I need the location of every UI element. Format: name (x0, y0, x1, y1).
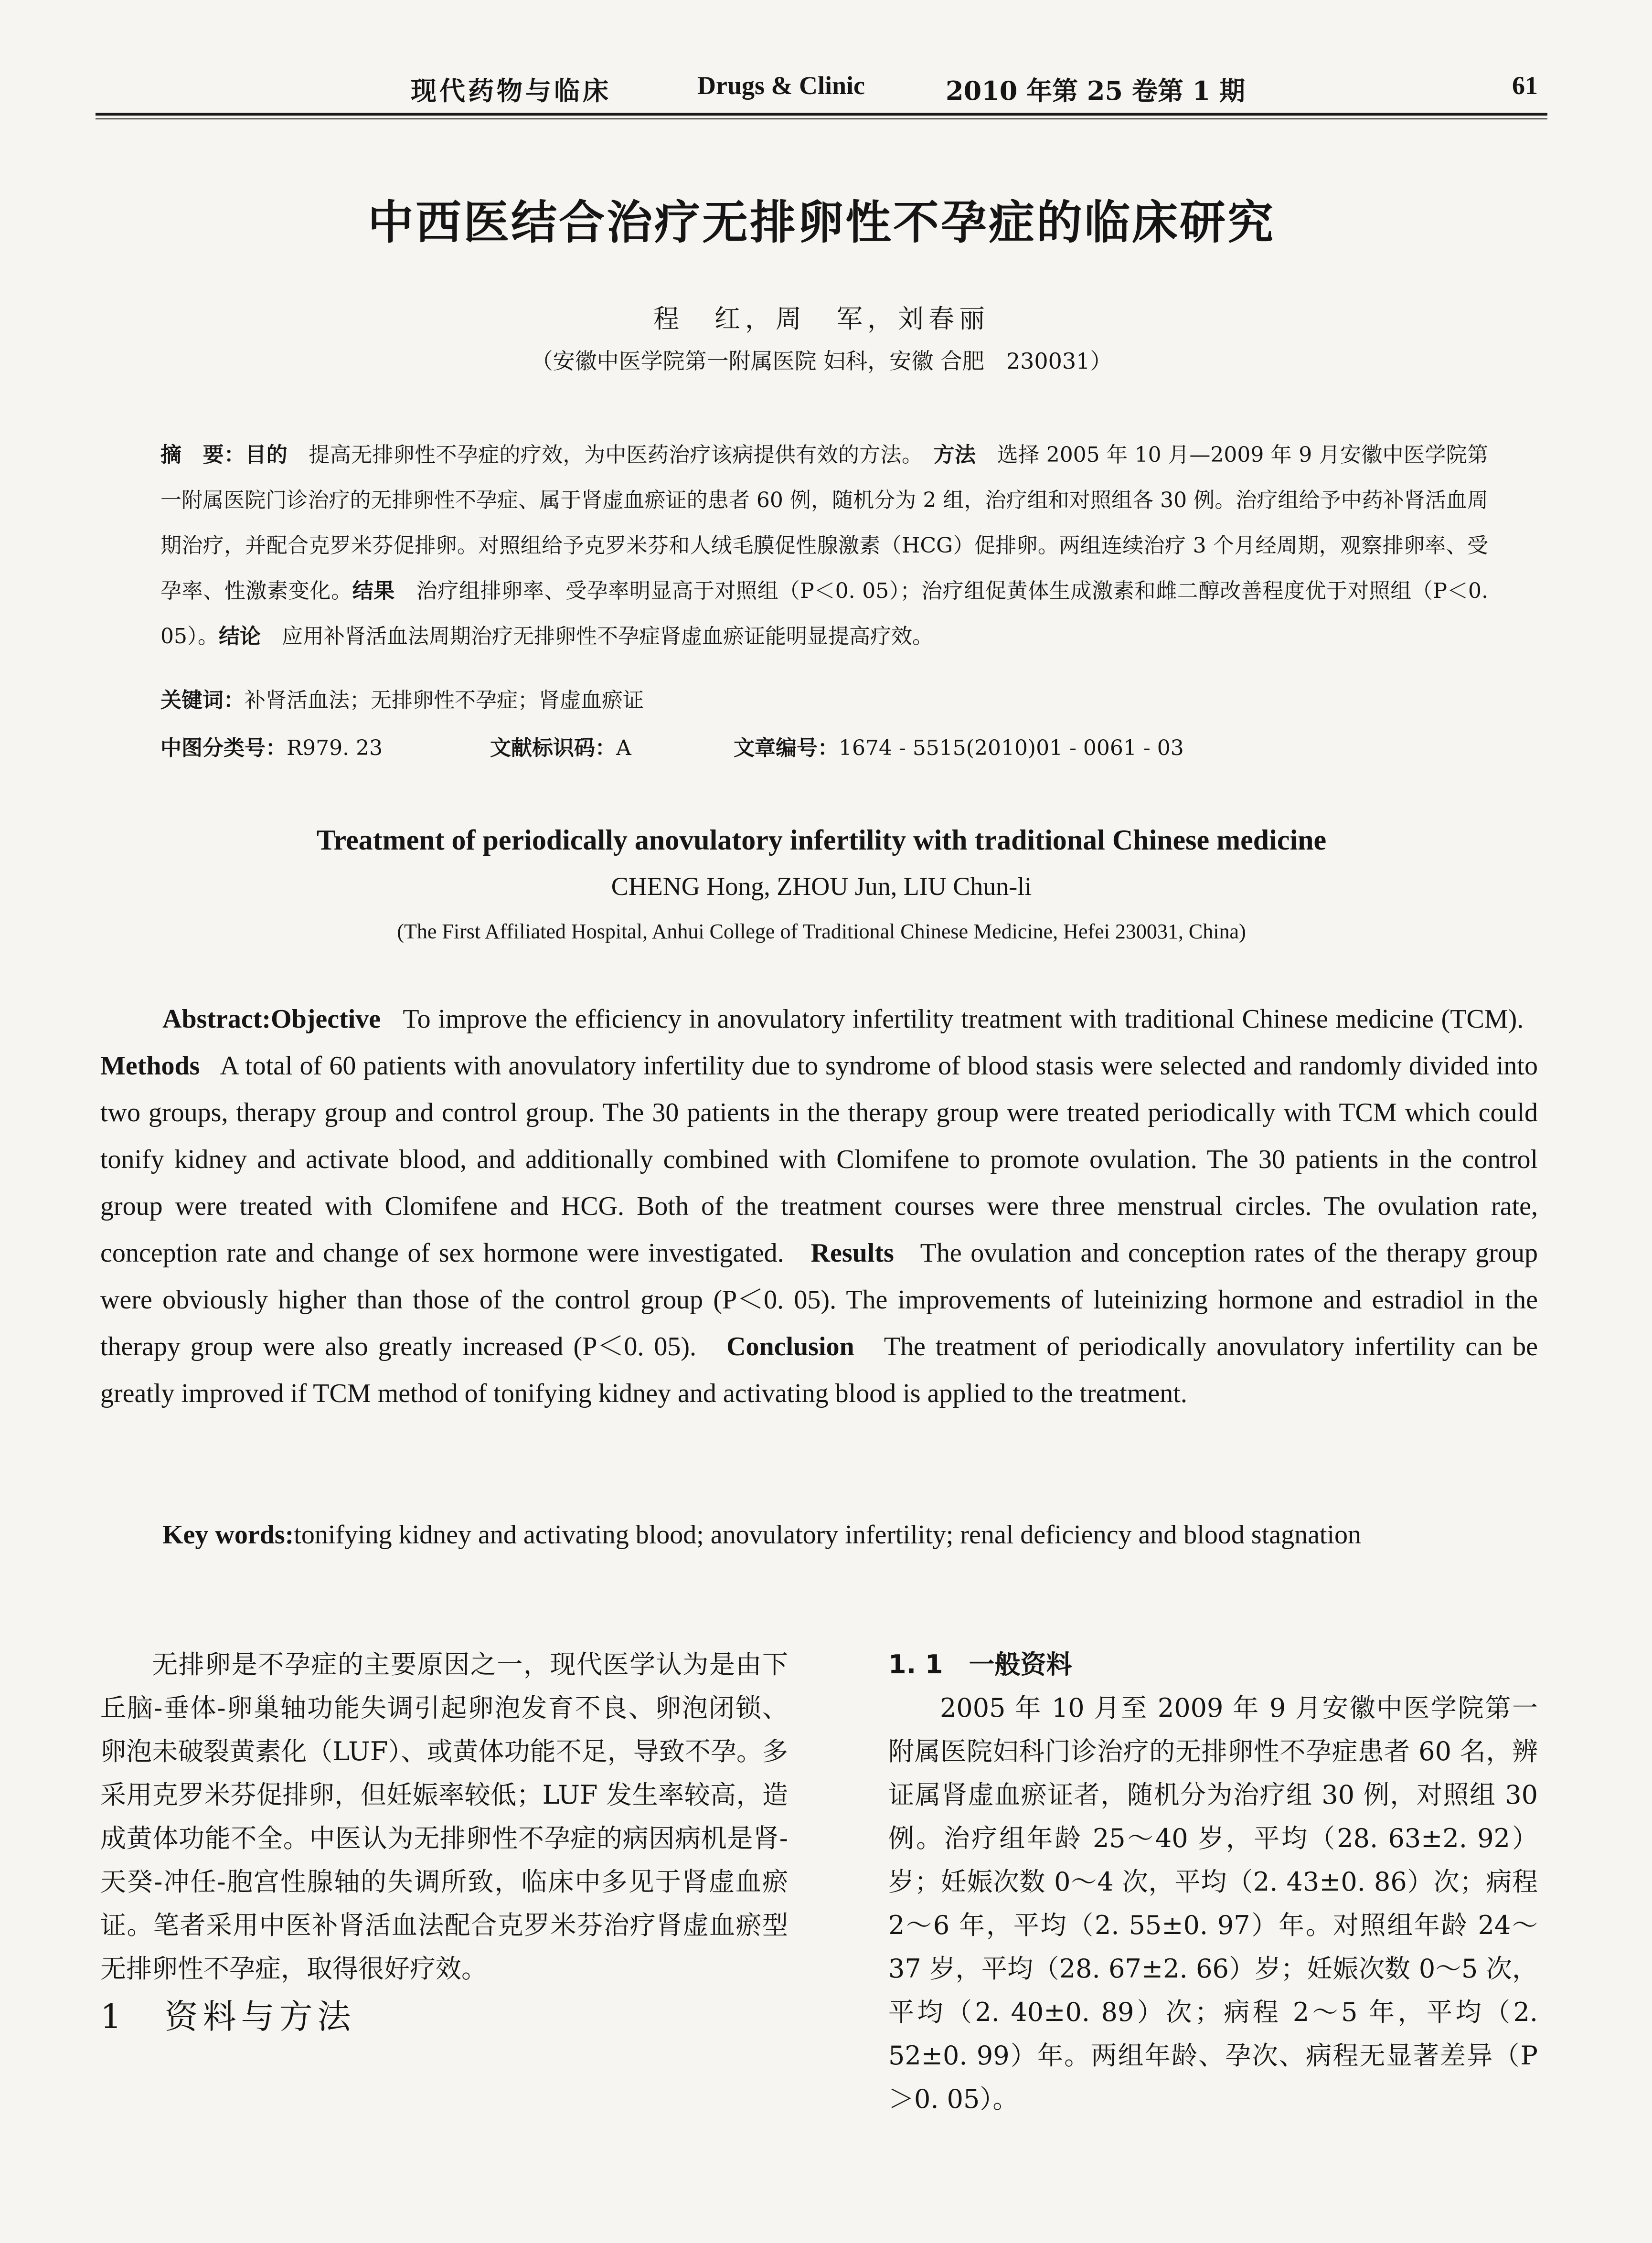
abstract-cn-objective: 提高无排卵性不孕症的疗效，为中医药治疗该病提供有效的方法。 (309, 443, 913, 467)
keywords-en (100, 1511, 1538, 1558)
doc-value: A (616, 736, 631, 760)
keywords-cn-text: 补肾活血法；无排卵性不孕症；肾虚血瘀证 (245, 688, 644, 712)
keywords-cn (160, 683, 1488, 713)
clc-block (160, 731, 383, 761)
doc-label: 文献标识码： (490, 736, 616, 760)
abstract-en-results-label: Results (810, 1238, 894, 1268)
abstract-cn-conclusion-label: 结论 (219, 624, 261, 648)
abstract-cn-methods: 选择 2005 年 10 月—2009 年 9 月安徽中医学院第一附属医院门诊治疗的无排卵性不孕症、属于肾虚血瘀证的患者 60 例，随机分为 2 组，治疗组和对照组各 30 例。治疗组给予中药补肾活血周期治疗，并配合克罗米芬促排卵。对照组给予克罗米芬和人绒毛膜促性腺激素（HCG）促排卵。两组连续治疗 3 个月经周期，观察排卵率、受孕率、性激素变化。 (160, 443, 1489, 603)
keywords-en-label: Key words: (162, 1520, 294, 1550)
abstract-en-objective: To improve the efficiency in anovulatory infertility treatment with traditional Chinese medicine (TCM). (403, 1004, 1524, 1034)
abstract-en-label: Abstract:Objective (162, 1004, 381, 1034)
classification-line (160, 731, 1488, 759)
authors-cn: 程 红，周 军，刘春丽 (653, 304, 990, 334)
journal-name-en: Drugs & Clinic (697, 71, 865, 100)
article-value: 1674 - 5515(2010)01 - 0061 - 03 (839, 736, 1184, 760)
doc-block (490, 731, 631, 761)
keywords-en-text: tonifying kidney and activating blood; anovulatory infertility; renal deficiency and blood stagnation (294, 1520, 1362, 1550)
body-right-column (888, 1643, 1538, 2121)
header-rule-thick (96, 113, 1547, 116)
abstract-en-conclusion: The treatment of periodically anovulatory infertility can be greatly improved if TCM method of tonifying kidney and activating blood is applied to the treatment. (100, 1332, 1538, 1408)
article-block (734, 731, 1184, 761)
abstract-cn-methods-label: 方法 (933, 443, 976, 467)
clc-value: R979. 23 (287, 736, 383, 760)
section-heading-1: 1 资料与方法 (100, 1997, 356, 2036)
abstract-cn-label: 摘 要：目的 (160, 443, 288, 467)
article-label: 文章编号： (734, 736, 839, 760)
intro-paragraph: 无排卵是不孕症的主要原因之一，现代医学认为是由下丘脑-垂体-卵巢轴功能失调引起卵泡发育不良、卵泡闭锁、卵泡未破裂黄素化（LUF）、或黄体功能不足，导致不孕。多采用克罗米芬促排卵，但妊娠率较低；LUF 发生率较高，造成黄体功能不全。中医认为无排卵性不孕症的病因病机是肾-天癸-冲任-胞宫性腺轴的失调所致，临床中多见于肾虚血瘀证。笔者采用中医补肾活血法配合克罗米芬治疗肾虚血瘀型无排卵性不孕症，取得很好疗效。 (100, 1649, 788, 1984)
abstract-cn-conclusion: 应用补肾活血法周期治疗无排卵性不孕症肾虚血瘀证能明显提高疗效。 (282, 624, 933, 648)
abstract-en-methods-label: Methods (100, 1051, 200, 1081)
journal-name-cn: 现代药物与临床 (411, 75, 611, 106)
abstract-cn (160, 432, 1488, 659)
abstract-en (100, 996, 1538, 1417)
title-en: Treatment of periodically anovulatory infertility with traditional Chinese medicine (316, 824, 1327, 856)
affiliation-en: (The First Affiliated Hospital, Anhui College of Traditional Chinese Medicine, Hefei 230031, China) (397, 920, 1246, 943)
header-rule-thin (96, 118, 1547, 119)
page-number: 61 (1512, 71, 1538, 100)
abstract-cn-results: 治疗组排卵率、受孕率明显高于对照组（P＜0. 05）；治疗组促黄体生成激素和雌二醇改善程度优于对照组（P＜0. 05）。 (160, 579, 1489, 648)
authors-en: CHENG Hong, ZHOU Jun, LIU Chun-li (611, 872, 1032, 901)
body-left-column (100, 1643, 788, 2039)
issue-info: 2010 年第 25 卷第 1 期 (946, 75, 1246, 106)
subsection-heading-1-1: 1. 1 一般资料 (888, 1649, 1072, 1680)
running-header (96, 61, 1547, 114)
general-data-paragraph: 2005 年 10 月至 2009 年 9 月安徽中医学院第一附属医院妇科门诊治疗的无排卵性不孕症患者 60 名，辨证属肾虚血瘀证者，随机分为治疗组 30 例，对照组 30 例。治疗组年龄 25～40 岁，平均（28. 63±2. 92）岁；妊娠次数 0～4 次，平均（2. 43±0. 86）次；病程 2～6 年，平均（2. 55±0. 97）年。对照组年龄 24～37 岁，平均（28. 67±2. 66）岁；妊娠次数 0～5 次，平均（2. 40±0. 89）次；病程 2～5 年，平均（2. 52±0. 99）年。两组年龄、孕次、病程无显著差异（P＞0. 05）。 (888, 1693, 1538, 2114)
keywords-cn-label: 关键词： (160, 688, 245, 712)
abstract-en-conclusion-label: Conclusion (726, 1332, 854, 1361)
abstract-en-results: The ovulation and conception rates of the therapy group were obviously higher than those of the control group (P＜0. 05). The improvements of luteinizing hormone and estradiol in the therapy group were also greatly increased (P＜0. 05). (100, 1238, 1538, 1361)
abstract-cn-results-label: 结果 (352, 579, 395, 603)
title-cn: 中西医结合治疗无排卵性不孕症的临床研究 (368, 195, 1275, 249)
affiliation-cn: （安徽中医学院第一附属医院 妇科，安徽 合肥 230031） (531, 348, 1112, 374)
abstract-en-methods: A total of 60 patients with anovulatory infertility due to syndrome of blood stasis were selected and randomly divided into two groups, therapy group and control group. The 30 patients in the therapy group were treated periodically with TCM which could tonify kidney and activate blood, and additionally combined with Clomifene to promote ovulation. The 30 patients in the control group were treated with Clomifene and HCG. Both of the treatment courses were three menstrual circles. The ovulation rate, conception rate and change of sex hormone were investigated. (100, 1051, 1538, 1268)
clc-label: 中图分类号： (160, 736, 287, 760)
